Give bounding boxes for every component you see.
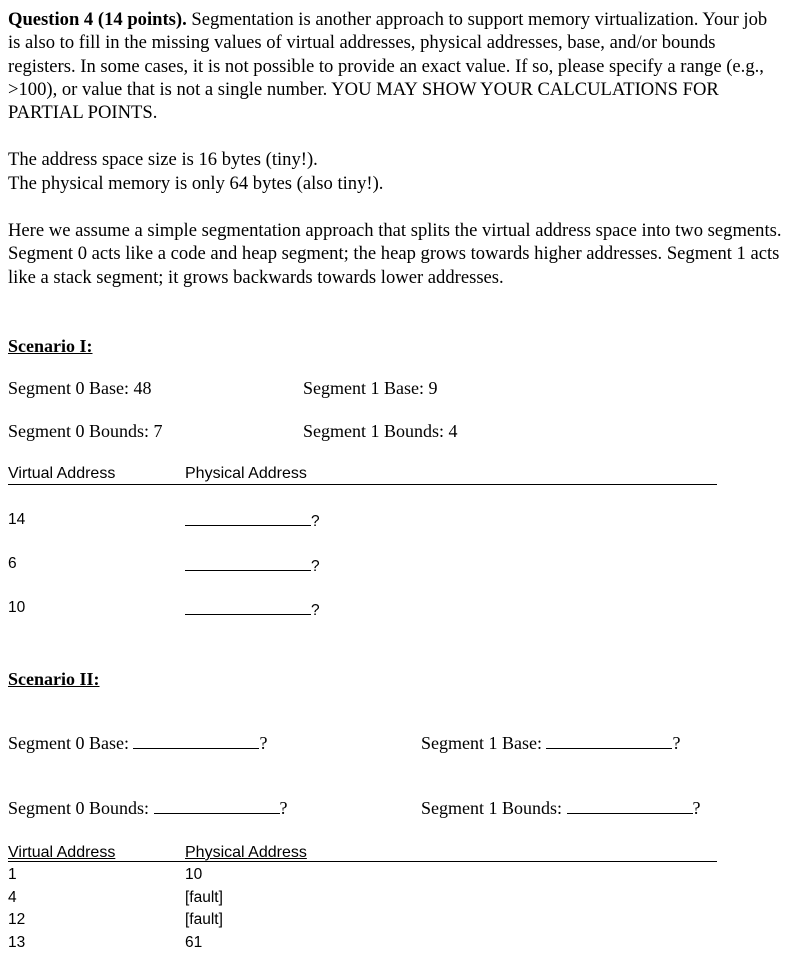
s1-segment-1-base: Segment 1 Base: 9 (303, 378, 438, 398)
s2-virtual-address: 4 (8, 889, 17, 906)
s1-virtual-address: 10 (8, 599, 26, 616)
physical-memory-size: The physical memory is only 64 bytes (also tiny!). (8, 173, 384, 194)
s2-physical-address: [fault] (185, 911, 223, 928)
s2-header-rule (8, 861, 717, 862)
s1-virtual-address: 14 (8, 511, 26, 528)
question-title: Question 4 (14 points). (8, 9, 187, 30)
s2-physical-address: [fault] (185, 889, 223, 906)
s2-segment-0-base: Segment 0 Base: ? (8, 733, 268, 753)
s1-segment-0-bounds: Segment 0 Bounds: 7 (8, 421, 163, 441)
s1-segment-1-bounds: Segment 1 Bounds: 4 (303, 421, 458, 441)
s1-segment-0-base: Segment 0 Base: 48 (8, 378, 152, 398)
s2-segment-1-base-blank[interactable] (546, 733, 672, 749)
question-body: Segmentation is another approach to support memory virtualization. Your job is also to fill in the missing values of virtual addresses, physical addresses, base, and/or bounds registers. In some cases, it is not possible to provide an exact value. If so, please specify a range (e.g., >100), or value that is not a single number. YOU MAY SHOW YOUR CALCULATIONS FOR PARTIAL POINTS. (8, 9, 768, 124)
address-space-size: The address space size is 16 bytes (tiny!). (8, 149, 318, 170)
s2-segment-0-base-label: Segment 0 Base: (8, 733, 134, 753)
s1-header-rule (8, 484, 717, 485)
s1-physical-address-blank[interactable]: ? (185, 510, 320, 531)
s2-virtual-address: 13 (8, 934, 26, 951)
s2-physical-address: 61 (185, 934, 203, 951)
s2-col-physical-address: Physical Address (185, 844, 307, 861)
s2-segment-1-base-label: Segment 1 Base: (421, 733, 547, 753)
s2-segment-1-base: Segment 1 Base: ? (421, 733, 681, 753)
s2-col-virtual-address: Virtual Address (8, 844, 116, 861)
s1-physical-address-blank[interactable]: ? (185, 599, 320, 620)
question-paragraph (8, 8, 783, 124)
s2-virtual-address: 12 (8, 911, 26, 928)
s2-segment-0-bounds-blank[interactable] (154, 798, 280, 814)
s2-segment-0-bounds: Segment 0 Bounds: ? (8, 798, 288, 818)
scenario-2-heading: Scenario II: (8, 669, 100, 689)
segmentation-description: Here we assume a simple segmentation approach that splits the virtual address space into two segments. Segment 0 acts like a code and heap segment; the heap grows towards higher addresses. Segment 1 acts like a stack segment; it grows backwards towards lower addresses. (8, 220, 782, 288)
s2-segment-0-bounds-label: Segment 0 Bounds: (8, 798, 154, 818)
s1-physical-address-blank[interactable]: ? (185, 555, 320, 576)
s1-virtual-address: 6 (8, 555, 17, 572)
s1-col-virtual-address: Virtual Address (8, 465, 116, 482)
s2-segment-1-bounds: Segment 1 Bounds: ? (421, 798, 701, 818)
s1-col-physical-address: Physical Address (185, 465, 307, 482)
s2-segment-0-base-blank[interactable] (133, 733, 259, 749)
s2-virtual-address: 1 (8, 866, 17, 883)
scenario-1-heading: Scenario I: (8, 336, 93, 356)
s2-segment-1-bounds-blank[interactable] (567, 798, 693, 814)
s2-physical-address: 10 (185, 866, 203, 883)
s2-segment-1-bounds-label: Segment 1 Bounds: (421, 798, 567, 818)
